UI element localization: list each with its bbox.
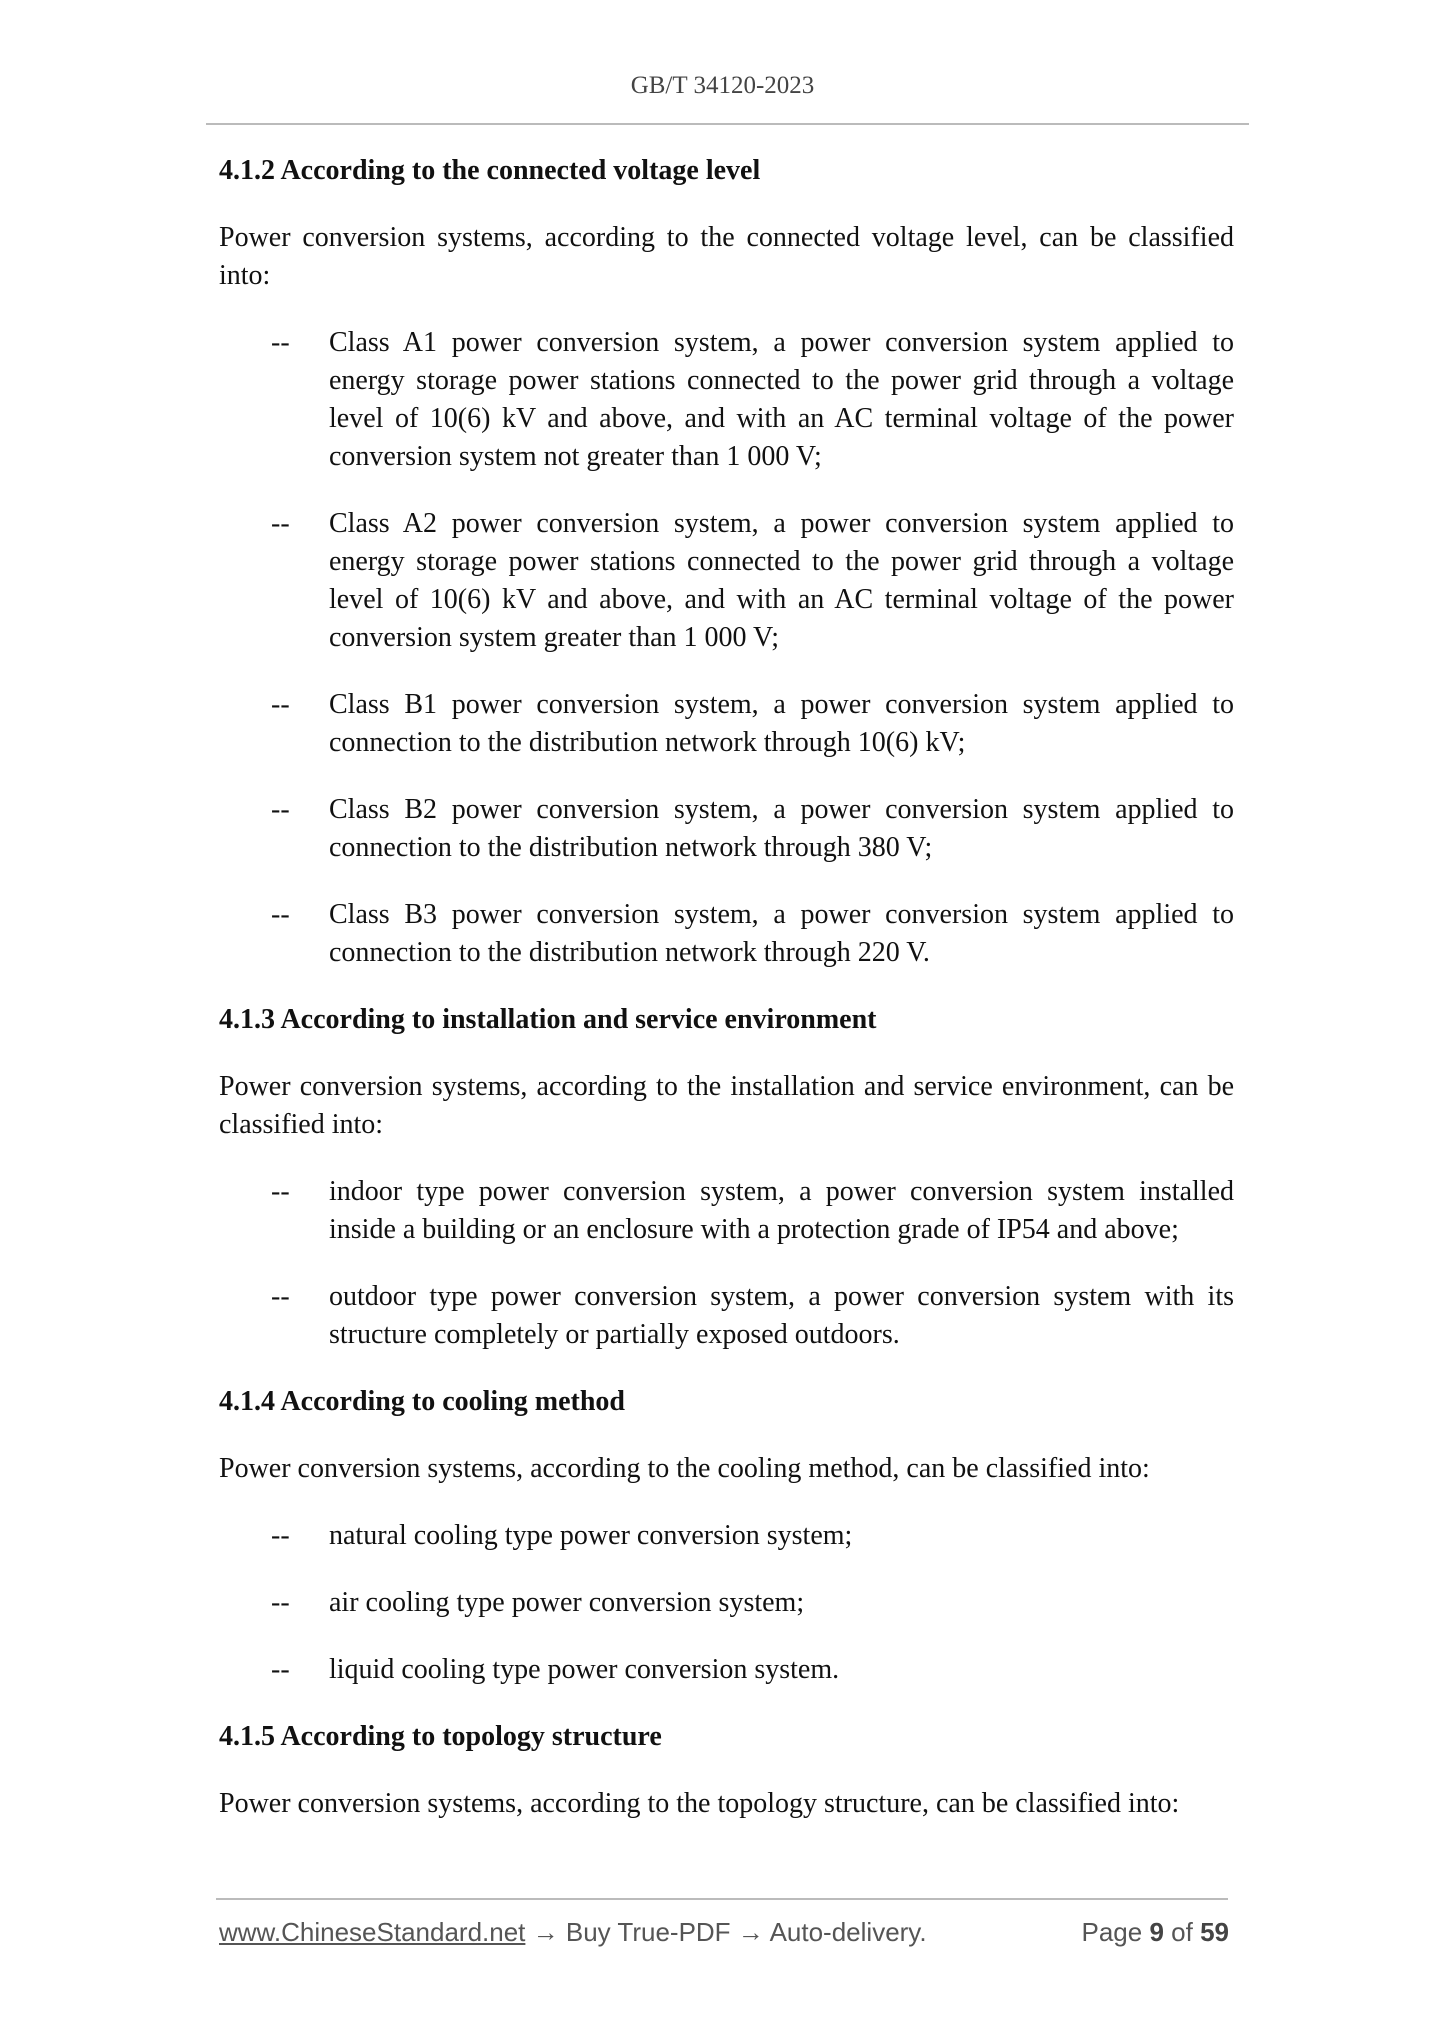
list-item-text: indoor type power conversion system, a power conversion system installed inside a building or an enclosure with a protection grade of IP54 and above; (329, 1176, 1234, 1245)
list-item-text: Class A2 power conversion system, a power conversion system applied to energy storage power stations connected to the power grid through a voltage level of 10(6) kV and above, and with an AC terminal voltage of the power conversion system greater than 1 000 V; (329, 508, 1234, 653)
page-footer (219, 1917, 1229, 1953)
list-item-text: liquid cooling type power conversion system. (329, 1654, 840, 1685)
list-item-text: Class B2 power conversion system, a power conversion system applied to connection to the distribution network through 380 V; (329, 794, 1234, 863)
website-link[interactable]: www.ChineseStandard.net (219, 1917, 526, 1947)
list-bullet: -- (271, 689, 290, 720)
list-item-text: natural cooling type power conversion system; (329, 1520, 853, 1551)
section-heading: 4.1.5 According to topology structure (219, 1721, 662, 1752)
section-intro: Power conversion systems, according to the installation and service environment, can be classified into: (219, 1071, 1234, 1140)
list-item (219, 686, 1234, 762)
list-item (219, 1517, 1234, 1555)
section-heading: 4.1.3 According to installation and service environment (219, 1004, 877, 1035)
list-item (219, 1173, 1234, 1249)
list-item (219, 505, 1234, 657)
list-item-text: air cooling type power conversion system; (329, 1587, 805, 1618)
section-4-1-4 (219, 1383, 1234, 1689)
section-heading: 4.1.4 According to cooling method (219, 1386, 625, 1417)
section-heading: 4.1.2 According to the connected voltage level (219, 155, 761, 186)
list-item-text: Class B1 power conversion system, a power conversion system applied to connection to the distribution network through 10(6) kV; (329, 689, 1234, 758)
page-indicator (1081, 1917, 1229, 1948)
list-item-text: Class A1 power conversion system, a power conversion system applied to energy storage power stations connected to the power grid through a voltage level of 10(6) kV and above, and with an AC terminal voltage of the power conversion system not greater than 1 000 V; (329, 327, 1234, 472)
footer-promo (219, 1917, 927, 1948)
list-item (219, 1278, 1234, 1354)
total-pages-number: 59 (1200, 1917, 1229, 1947)
list-bullet: -- (271, 1281, 290, 1312)
current-page-number: 9 (1149, 1917, 1164, 1947)
section-4-1-2 (219, 152, 1234, 972)
list-item (219, 896, 1234, 972)
list-item-text: Class B3 power conversion system, a power conversion system applied to connection to the distribution network through 220 V. (329, 899, 1234, 968)
section-4-1-3 (219, 1001, 1234, 1354)
footer-tagline: → Buy True-PDF → Auto-delivery. (525, 1917, 927, 1947)
list-bullet: -- (271, 1176, 290, 1207)
list-bullet: -- (271, 1520, 290, 1551)
header-divider (206, 123, 1249, 125)
section-4-1-5 (219, 1718, 1234, 1823)
section-intro: Power conversion systems, according to the cooling method, can be classified into: (219, 1453, 1150, 1484)
list-bullet: -- (271, 508, 290, 539)
classification-list (219, 1517, 1234, 1689)
list-item-text: outdoor type power conversion system, a power conversion system with its structure completely or partially exposed outdoors. (329, 1281, 1234, 1350)
list-bullet: -- (271, 899, 290, 930)
classification-list (219, 324, 1234, 972)
list-bullet: -- (271, 1654, 290, 1685)
list-item (219, 324, 1234, 476)
section-intro: Power conversion systems, according to the connected voltage level, can be classified into: (219, 222, 1234, 291)
list-item (219, 1584, 1234, 1622)
classification-list (219, 1173, 1234, 1354)
list-bullet: -- (271, 327, 290, 358)
document-standard-code: GB/T 34120-2023 (630, 72, 815, 99)
document-body (219, 152, 1234, 1852)
list-item (219, 1651, 1234, 1689)
list-bullet: -- (271, 1587, 290, 1618)
list-bullet: -- (271, 794, 290, 825)
of-label: of (1171, 1917, 1193, 1947)
section-intro: Power conversion systems, according to the topology structure, can be classified into: (219, 1788, 1180, 1819)
footer-divider (216, 1898, 1228, 1900)
page-label: Page (1081, 1917, 1143, 1947)
list-item (219, 791, 1234, 867)
